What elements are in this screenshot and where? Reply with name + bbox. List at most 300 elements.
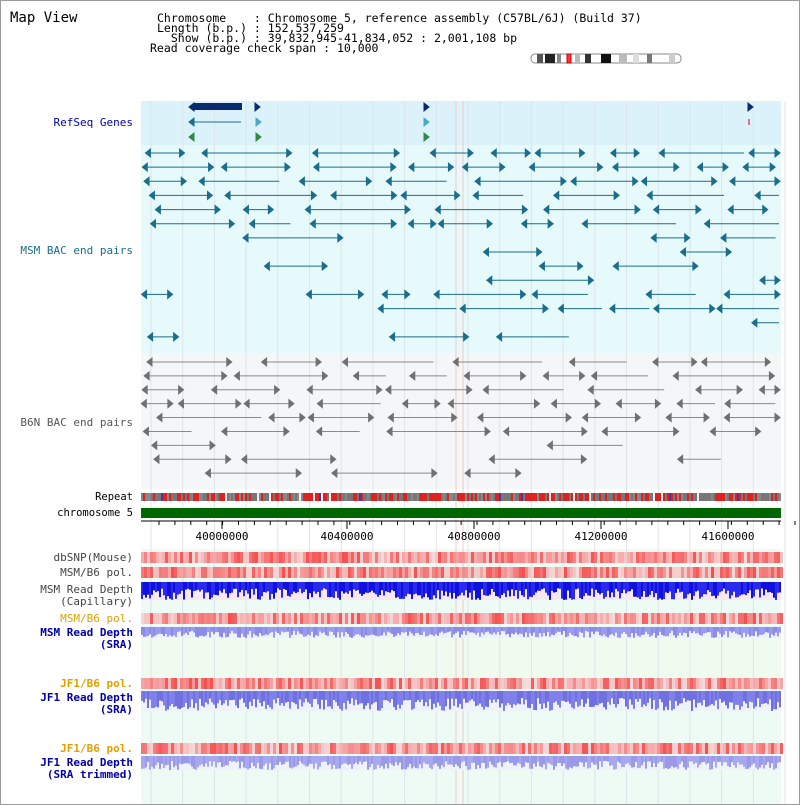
repeat-element	[653, 493, 655, 501]
depth-bar	[347, 691, 349, 701]
heatmap-cell	[279, 567, 282, 578]
track-label-jf1-b6-pol-1[interactable]: JF1/B6 pol.	[60, 677, 133, 690]
heatmap-cell	[510, 552, 513, 563]
heatmap-cell	[228, 552, 231, 563]
depth-bar	[379, 691, 381, 711]
heatmap-cell	[399, 678, 402, 689]
depth-bar	[703, 627, 705, 633]
heatmap-cell	[225, 613, 228, 624]
heatmap-cell	[345, 743, 348, 754]
heatmap-cell	[519, 678, 522, 689]
heatmap-cell	[411, 613, 414, 624]
heatmap-cell	[240, 552, 243, 563]
depth-bar	[177, 691, 179, 709]
depth-bar	[647, 691, 649, 703]
depth-bar	[375, 756, 377, 769]
depth-bar	[183, 756, 185, 764]
depth-bar	[143, 691, 145, 702]
depth-bar	[705, 756, 707, 764]
heatmap-cell	[231, 613, 234, 624]
repeat-element	[301, 493, 303, 501]
heatmap-cell	[696, 743, 699, 754]
depth-bar	[643, 691, 645, 705]
depth-bar	[223, 627, 225, 633]
depth-bar	[389, 582, 391, 593]
depth-bar	[285, 756, 287, 762]
heatmap-cell	[657, 743, 660, 754]
heatmap-cell	[246, 567, 249, 578]
heatmap-cell	[603, 613, 606, 624]
axis-tick-label: 41600000	[701, 530, 755, 543]
repeat-element	[629, 493, 631, 501]
chromosome-band	[141, 508, 781, 518]
heatmap-cell	[255, 613, 258, 624]
depth-bar	[551, 691, 553, 710]
heatmap-cell	[447, 678, 450, 689]
depth-bar	[519, 691, 521, 704]
track-label-msm-b6-pol-2[interactable]: MSM/B6 pol.	[60, 612, 133, 625]
depth-bar	[485, 691, 487, 707]
heatmap-cell	[147, 678, 150, 689]
heatmap-cell	[702, 552, 705, 563]
depth-bar	[263, 691, 265, 701]
heatmap-cell	[210, 613, 213, 624]
heatmap-cell	[396, 613, 399, 624]
heatmap-cell	[468, 567, 471, 578]
heatmap-cell	[612, 567, 615, 578]
depth-bar	[161, 627, 163, 634]
depth-bar	[403, 756, 405, 769]
depth-bar	[525, 691, 527, 700]
heatmap-cell	[639, 552, 642, 563]
track-label-msm-depth-capillary[interactable]	[40, 584, 133, 608]
depth-bar	[763, 627, 765, 634]
heatmap-cell	[543, 613, 546, 624]
depth-bar	[645, 691, 647, 706]
depth-bar	[433, 691, 435, 704]
depth-bar	[663, 756, 665, 769]
repeat-element	[193, 493, 195, 501]
depth-bar	[597, 756, 599, 769]
depth-bar	[545, 691, 547, 708]
depth-bar	[345, 627, 347, 632]
depth-bar	[165, 582, 167, 600]
depth-bar	[289, 756, 291, 768]
depth-bar	[299, 691, 301, 700]
depth-bar	[573, 582, 575, 599]
depth-bar	[755, 691, 757, 706]
depth-bar	[767, 627, 769, 633]
heatmap-cell	[690, 567, 693, 578]
heatmap-cell	[486, 678, 489, 689]
depth-bar	[183, 627, 185, 634]
heatmap-cell	[342, 552, 345, 563]
heatmap-cell	[705, 678, 708, 689]
depth-bar	[335, 627, 337, 637]
repeat-element	[635, 493, 637, 501]
heatmap-cell	[588, 743, 591, 754]
depth-bar	[203, 582, 205, 599]
heatmap-cell	[444, 567, 447, 578]
depth-bar	[755, 756, 757, 768]
depth-bar	[581, 627, 583, 633]
depth-bar	[367, 691, 369, 703]
heatmap-cell	[216, 552, 219, 563]
depth-bar	[479, 756, 481, 768]
heatmap-cell	[339, 613, 342, 624]
depth-bar	[679, 756, 681, 764]
heatmap-cell	[567, 567, 570, 578]
heatmap-cell	[333, 613, 336, 624]
depth-bar	[735, 756, 737, 768]
repeat-element	[599, 493, 601, 501]
heatmap-cell	[645, 613, 648, 624]
depth-bar	[741, 582, 743, 594]
depth-bar	[725, 691, 727, 705]
depth-bar	[321, 627, 323, 633]
depth-bar	[243, 691, 245, 703]
depth-bar	[601, 756, 603, 767]
heatmap-cell	[261, 613, 264, 624]
track-label-jf1-depth-sra[interactable]	[40, 692, 133, 716]
depth-bar	[511, 691, 513, 708]
track-label-msm-b6-pol-1[interactable]: MSM/B6 pol.	[60, 566, 133, 579]
depth-bar	[377, 691, 379, 710]
depth-bar	[219, 691, 221, 700]
depth-bar	[547, 627, 549, 632]
depth-bar	[387, 691, 389, 701]
depth-bar	[741, 627, 743, 638]
depth-bar	[473, 691, 475, 701]
depth-bar	[289, 627, 291, 638]
depth-bar	[243, 582, 245, 596]
heatmap-cell	[702, 567, 705, 578]
heatmap-cell	[501, 678, 504, 689]
depth-bar	[297, 756, 299, 765]
depth-bar	[427, 691, 429, 706]
heatmap-cell	[516, 613, 519, 624]
depth-bar	[507, 756, 509, 761]
heatmap-cell	[408, 567, 411, 578]
heatmap-cell	[336, 567, 339, 578]
track-label-refseq[interactable]: RefSeq Genes	[53, 116, 133, 129]
depth-bar	[745, 691, 747, 703]
heatmap-cell	[441, 552, 444, 563]
heatmap-cell	[372, 567, 375, 578]
heatmap-cell	[246, 743, 249, 754]
heatmap-cell	[141, 613, 144, 624]
depth-bar	[769, 691, 771, 699]
heatmap-cell	[738, 567, 741, 578]
depth-bar	[513, 582, 515, 596]
repeat-element	[373, 493, 375, 501]
depth-bar	[467, 582, 469, 598]
heatmap-cell	[384, 567, 387, 578]
heatmap-cell	[576, 567, 579, 578]
heatmap-cell	[618, 567, 621, 578]
depth-bar	[691, 582, 693, 600]
heatmap-cell	[462, 567, 465, 578]
heatmap-cell	[657, 567, 660, 578]
repeat-element	[663, 493, 665, 501]
heatmap-cell	[405, 743, 408, 754]
heatmap-cell	[147, 567, 150, 578]
depth-bar	[175, 691, 177, 706]
heatmap-cell	[381, 743, 384, 754]
heatmap-cell	[741, 678, 744, 689]
depth-bar	[531, 582, 533, 597]
depth-bar	[445, 691, 447, 706]
heatmap-cell	[663, 567, 666, 578]
depth-bar	[775, 691, 777, 709]
heatmap-cell	[330, 678, 333, 689]
heatmap-cell	[540, 552, 543, 563]
depth-bar	[609, 627, 611, 635]
heatmap-cell	[774, 743, 777, 754]
depth-bar	[647, 582, 649, 597]
depth-bar	[603, 691, 605, 707]
repeat-element	[183, 493, 185, 501]
depth-bar	[399, 691, 401, 709]
heatmap-cell	[375, 567, 378, 578]
depth-bar	[429, 756, 431, 768]
depth-bar	[633, 756, 635, 767]
heatmap-cell	[567, 613, 570, 624]
repeat-element	[283, 493, 285, 501]
depth-bar	[641, 691, 643, 707]
depth-bar	[719, 582, 721, 592]
depth-bar	[143, 756, 145, 769]
depth-bar	[633, 582, 635, 597]
depth-bar	[235, 756, 237, 762]
depth-bar	[485, 756, 487, 769]
depth-bar	[457, 756, 459, 766]
track-label-repeat[interactable]: Repeat	[95, 491, 133, 503]
depth-bar	[257, 627, 259, 637]
depth-bar	[643, 582, 645, 591]
heatmap-cell	[621, 567, 624, 578]
heatmap-cell	[462, 678, 465, 689]
depth-bar	[451, 691, 453, 699]
depth-bar	[353, 582, 355, 589]
depth-bar	[709, 627, 711, 632]
depth-bar	[327, 582, 329, 597]
heatmap-cell	[615, 552, 618, 563]
heatmap-cell	[717, 552, 720, 563]
heatmap-cell	[186, 743, 189, 754]
heatmap-cell	[330, 613, 333, 624]
depth-bar	[627, 627, 629, 637]
heatmap-cell	[408, 613, 411, 624]
depth-bar	[727, 756, 729, 766]
heatmap-cell	[564, 678, 567, 689]
heatmap-cell	[222, 743, 225, 754]
heatmap-cell	[267, 567, 270, 578]
heatmap-cell	[414, 678, 417, 689]
depth-bar	[731, 691, 733, 703]
depth-bar	[409, 582, 411, 594]
depth-bar	[397, 627, 399, 633]
repeat-element	[645, 493, 647, 501]
repeat-element	[735, 493, 737, 501]
heatmap-cell	[750, 552, 753, 563]
depth-bar	[279, 756, 281, 762]
depth-bar	[671, 627, 673, 631]
depth-bar	[579, 691, 581, 706]
depth-bar	[399, 627, 401, 635]
heatmap-cell	[237, 567, 240, 578]
depth-bar	[375, 691, 377, 702]
heatmap-cell	[687, 743, 690, 754]
depth-bar	[231, 691, 233, 700]
depth-bar	[259, 627, 261, 633]
depth-bar	[189, 756, 191, 764]
repeat-element	[323, 493, 325, 501]
heatmap-cell	[675, 743, 678, 754]
depth-bar	[653, 582, 655, 597]
depth-bar	[657, 582, 659, 600]
depth-bar	[195, 627, 197, 637]
depth-bar	[685, 627, 687, 633]
depth-bar	[695, 582, 697, 591]
depth-bar	[633, 627, 635, 638]
chromosome-key: Chromosome :	[157, 11, 268, 25]
heatmap-cell	[357, 567, 360, 578]
heatmap-cell	[762, 613, 765, 624]
heatmap-cell	[306, 678, 309, 689]
heatmap-cell	[531, 678, 534, 689]
heatmap-cell	[189, 743, 192, 754]
heatmap-cell	[315, 743, 318, 754]
depth-bar	[339, 582, 341, 600]
heatmap-cell	[531, 743, 534, 754]
repeat-element	[729, 493, 731, 501]
depth-bar	[159, 691, 161, 701]
depth-bar	[649, 756, 651, 761]
depth-bar	[757, 756, 759, 769]
heatmap-cell	[240, 567, 243, 578]
depth-bar	[575, 627, 577, 636]
heatmap-cell	[489, 678, 492, 689]
heatmap-cell	[288, 567, 291, 578]
depth-bar	[283, 691, 285, 706]
repeat-element	[223, 493, 225, 501]
track-label-jf1-depth-trimmed[interactable]	[40, 757, 133, 781]
depth-bar	[141, 691, 143, 701]
repeat-element	[197, 493, 199, 501]
repeat-element	[451, 493, 453, 501]
heatmap-cell	[618, 552, 621, 563]
heatmap-cell	[234, 678, 237, 689]
heatmap-cell	[234, 552, 237, 563]
depth-bar	[711, 582, 713, 596]
depth-bar	[345, 756, 347, 763]
repeat-element	[679, 493, 681, 501]
heatmap-cell	[570, 552, 573, 563]
depth-bar	[317, 691, 319, 704]
heatmap-cell	[381, 613, 384, 624]
repeat-element	[487, 493, 489, 501]
heatmap-cell	[144, 567, 147, 578]
heatmap-cell	[165, 678, 168, 689]
heatmap-cell	[597, 613, 600, 624]
heatmap-cell	[753, 552, 756, 563]
heatmap-cell	[342, 613, 345, 624]
depth-bar	[573, 756, 575, 766]
heatmap-cell	[780, 552, 783, 563]
heatmap-cell	[711, 567, 714, 578]
depth-bar	[637, 691, 639, 702]
depth-bar	[529, 756, 531, 769]
depth-bar	[281, 627, 283, 632]
heatmap-cell	[264, 678, 267, 689]
depth-bar	[391, 691, 393, 699]
heatmap-cell	[582, 613, 585, 624]
heatmap-cell	[261, 552, 264, 563]
depth-bar	[599, 691, 601, 704]
heatmap-cell	[741, 552, 744, 563]
depth-bar	[195, 756, 197, 770]
heatmap-cell	[564, 567, 567, 578]
depth-bar	[159, 627, 161, 634]
depth-bar	[333, 627, 335, 635]
repeat-element	[467, 493, 469, 501]
depth-bar	[313, 627, 315, 637]
depth-bar	[631, 691, 633, 705]
depth-bar	[149, 691, 151, 700]
track-label-msm-depth-sra[interactable]	[40, 627, 133, 651]
repeat-element	[715, 493, 717, 501]
depth-bar	[387, 627, 389, 632]
depth-bar	[669, 627, 671, 633]
heatmap-cell	[198, 552, 201, 563]
depth-bar	[505, 756, 507, 762]
heatmap-cell	[627, 567, 630, 578]
depth-bar	[367, 582, 369, 593]
repeat-element	[411, 493, 413, 501]
depth-bar	[713, 627, 715, 638]
heatmap-cell	[351, 678, 354, 689]
depth-bar	[545, 582, 547, 593]
track-label-jf1-b6-pol-2[interactable]: JF1/B6 pol.	[60, 742, 133, 755]
track-label-dbsnp[interactable]: dbSNP(Mouse)	[53, 551, 133, 564]
heatmap-cell	[168, 567, 171, 578]
depth-bar	[493, 582, 495, 592]
repeat-element	[661, 493, 663, 501]
heatmap-cell	[693, 567, 696, 578]
depth-bar	[251, 691, 253, 706]
heatmap-cell	[303, 743, 306, 754]
track-label-b6n-bac[interactable]: B6N BAC end pairs	[20, 416, 133, 429]
heatmap-cell	[768, 743, 771, 754]
depth-bar	[591, 691, 593, 707]
depth-bar	[409, 756, 411, 764]
depth-bar	[703, 691, 705, 700]
heatmap-cell	[144, 613, 147, 624]
heatmap-cell	[402, 613, 405, 624]
track-label-msm-bac[interactable]: MSM BAC end pairs	[20, 244, 133, 257]
heatmap-cell	[615, 613, 618, 624]
heatmap-cell	[480, 552, 483, 563]
repeat-element	[771, 493, 773, 501]
heatmap-cell	[393, 678, 396, 689]
heatmap-cell	[621, 613, 624, 624]
depth-bar	[521, 582, 523, 595]
heatmap-cell	[471, 552, 474, 563]
depth-bar	[373, 582, 375, 593]
depth-bar	[183, 582, 185, 600]
depth-bar	[657, 756, 659, 763]
